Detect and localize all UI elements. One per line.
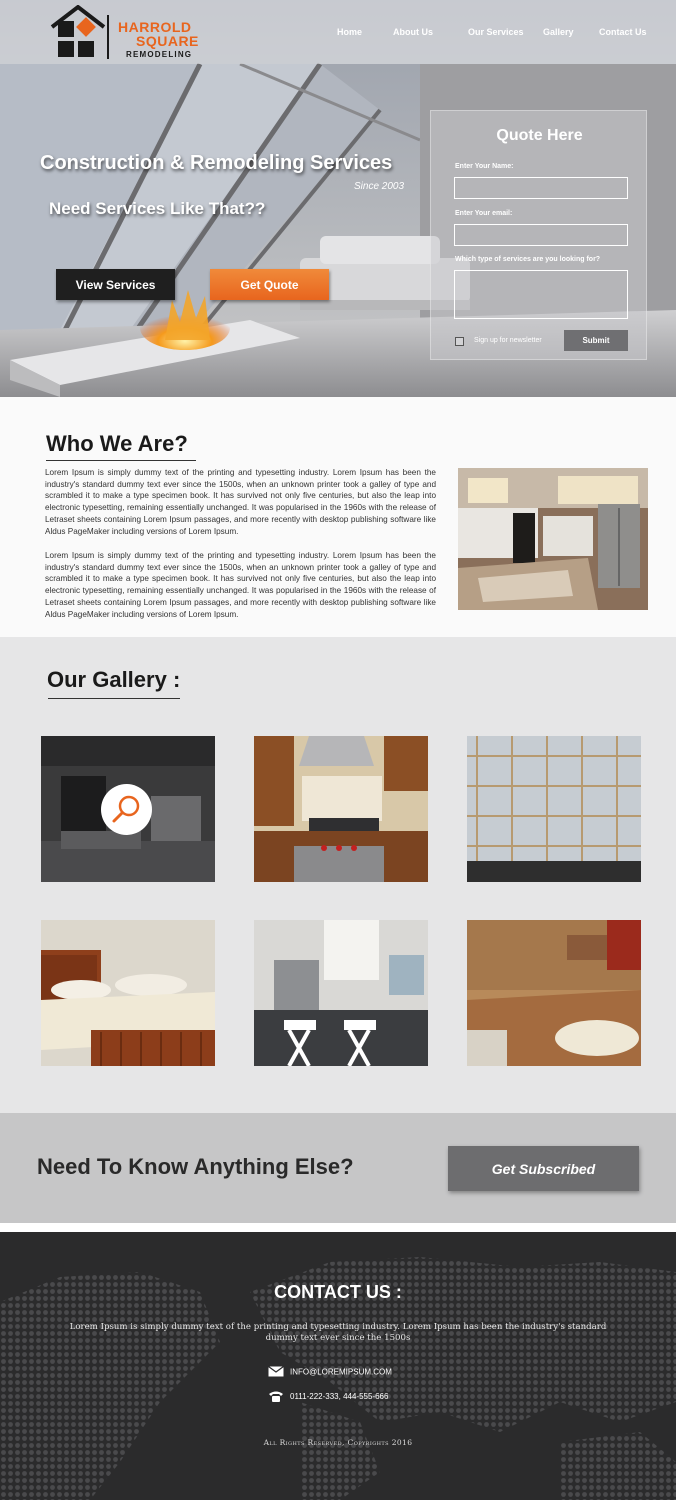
- contact-description: Lorem Ipsum is simply dummy text of the printing and typesetting industry. Lorem Ipsum has been the industry's standard dummy text ever since the 1500s: [69, 1322, 607, 1343]
- nav-our-services[interactable]: Our Services: [468, 27, 524, 37]
- gallery-photo-white-kitchen: [254, 920, 428, 1066]
- view-services-button[interactable]: View Services: [56, 269, 175, 300]
- contact-email[interactable]: [268, 1366, 392, 1379]
- hero-since: Since 2003: [354, 181, 405, 192]
- brand-line-2: SQUARE: [136, 33, 199, 49]
- get-quote-button[interactable]: Get Quote: [210, 269, 329, 300]
- email-label: Enter Your email:: [455, 210, 513, 217]
- contact-title: CONTACT US :: [274, 1282, 402, 1302]
- service-label: Which type of services are you looking for?: [455, 256, 601, 263]
- contact-phone[interactable]: [268, 1390, 388, 1404]
- brand-line-1: HARROLD: [118, 19, 192, 35]
- zoom-button[interactable]: [101, 784, 152, 835]
- newsletter-label: Sign up for newsletter: [474, 337, 542, 344]
- nav-contact-us[interactable]: Contact Us: [599, 27, 647, 37]
- get-subscribed-button[interactable]: Get Subscribed: [448, 1146, 639, 1191]
- gallery-photo-bedroom: [41, 920, 215, 1066]
- envelope-icon: [268, 1366, 284, 1379]
- contact-phone-text: 0111-222-333, 444-555-666: [290, 1392, 389, 1402]
- hero-section: [0, 0, 676, 397]
- main-nav: [0, 27, 676, 41]
- who-we-are-title: Who We Are?: [46, 431, 188, 456]
- gallery-photo-bathroom: [467, 920, 641, 1066]
- who-paragraph-2: Lorem Ipsum is simply dummy text of the printing and typesetting industry. Lorem Ipsum has been the industry's standard dummy text ever since the 1500s, when an unknown printer took a galley of type and scrambled it to make a type specimen book. It has survived not only five centuries, but also the leap into electronic typesetting, remaining essentially unchanged. It was popularised in the 1960s with the release of Letraset sheets containing Lorem Ipsum passages, and more recently with desktop publishing software like Aldus PageMaker including versions of Lorem Ipsum.: [45, 551, 436, 619]
- gallery-item-3[interactable]: [467, 736, 641, 882]
- gallery-photo-shoji-doors: [467, 736, 641, 882]
- nav-about-us[interactable]: About Us: [393, 27, 433, 37]
- email-input[interactable]: [454, 224, 628, 246]
- gallery-item-1[interactable]: [41, 736, 215, 882]
- hero-subtitle: Need Services Like That??: [49, 199, 266, 218]
- service-textarea[interactable]: [454, 270, 628, 319]
- name-label: Enter Your Name:: [455, 163, 514, 170]
- quote-form-title: Quote Here: [496, 127, 583, 144]
- gallery-title: Our Gallery :: [47, 667, 181, 692]
- gallery-item-2[interactable]: [254, 736, 428, 882]
- submit-button[interactable]: Submit: [564, 330, 628, 351]
- gallery-title-underline: [48, 698, 180, 699]
- subscribe-section: [0, 1113, 676, 1223]
- nav-gallery[interactable]: Gallery: [543, 27, 574, 37]
- who-we-are-section: [0, 397, 676, 637]
- newsletter-checkbox[interactable]: [455, 337, 464, 346]
- contact-email-text: INFO@LOREMIPSUM.COM: [290, 1367, 392, 1377]
- brand-line-3: REMODELING: [126, 50, 193, 59]
- gallery-item-5[interactable]: [254, 920, 428, 1066]
- who-paragraph-1: Lorem Ipsum is simply dummy text of the printing and typesetting industry. Lorem Ipsum has been the industry's standard dummy text ever since the 1500s, when an unknown printer took a galley of type and scrambled it to make a type specimen book. It has survived not only five centuries, but also the leap into electronic typesetting, remaining essentially unchanged. It was popularised in the 1960s with the release of Letraset sheets containing Lorem Ipsum passages, and more recently with desktop publishing software like Aldus PageMaker including versions of Lorem Ipsum.: [45, 468, 436, 536]
- telephone-icon: [268, 1390, 284, 1404]
- footer: [0, 1232, 676, 1500]
- gallery-item-4[interactable]: [41, 920, 215, 1066]
- quote-form: [430, 110, 647, 360]
- hero-title: Construction & Remodeling Services: [40, 152, 393, 174]
- gallery-item-6[interactable]: [467, 920, 641, 1066]
- gallery-photo-stove-kitchen: [254, 736, 428, 882]
- section-divider: [0, 1223, 676, 1232]
- name-input[interactable]: [454, 177, 628, 199]
- copyright: All Rights Reserved, Copyrights 2016: [263, 1438, 413, 1447]
- kitchen-photo: [458, 468, 648, 610]
- nav-home[interactable]: Home: [337, 27, 363, 37]
- gallery-section: [0, 637, 676, 1113]
- magnifier-icon: [101, 784, 152, 835]
- who-title-underline: [46, 460, 196, 461]
- subscribe-title: Need To Know Anything Else?: [37, 1154, 354, 1179]
